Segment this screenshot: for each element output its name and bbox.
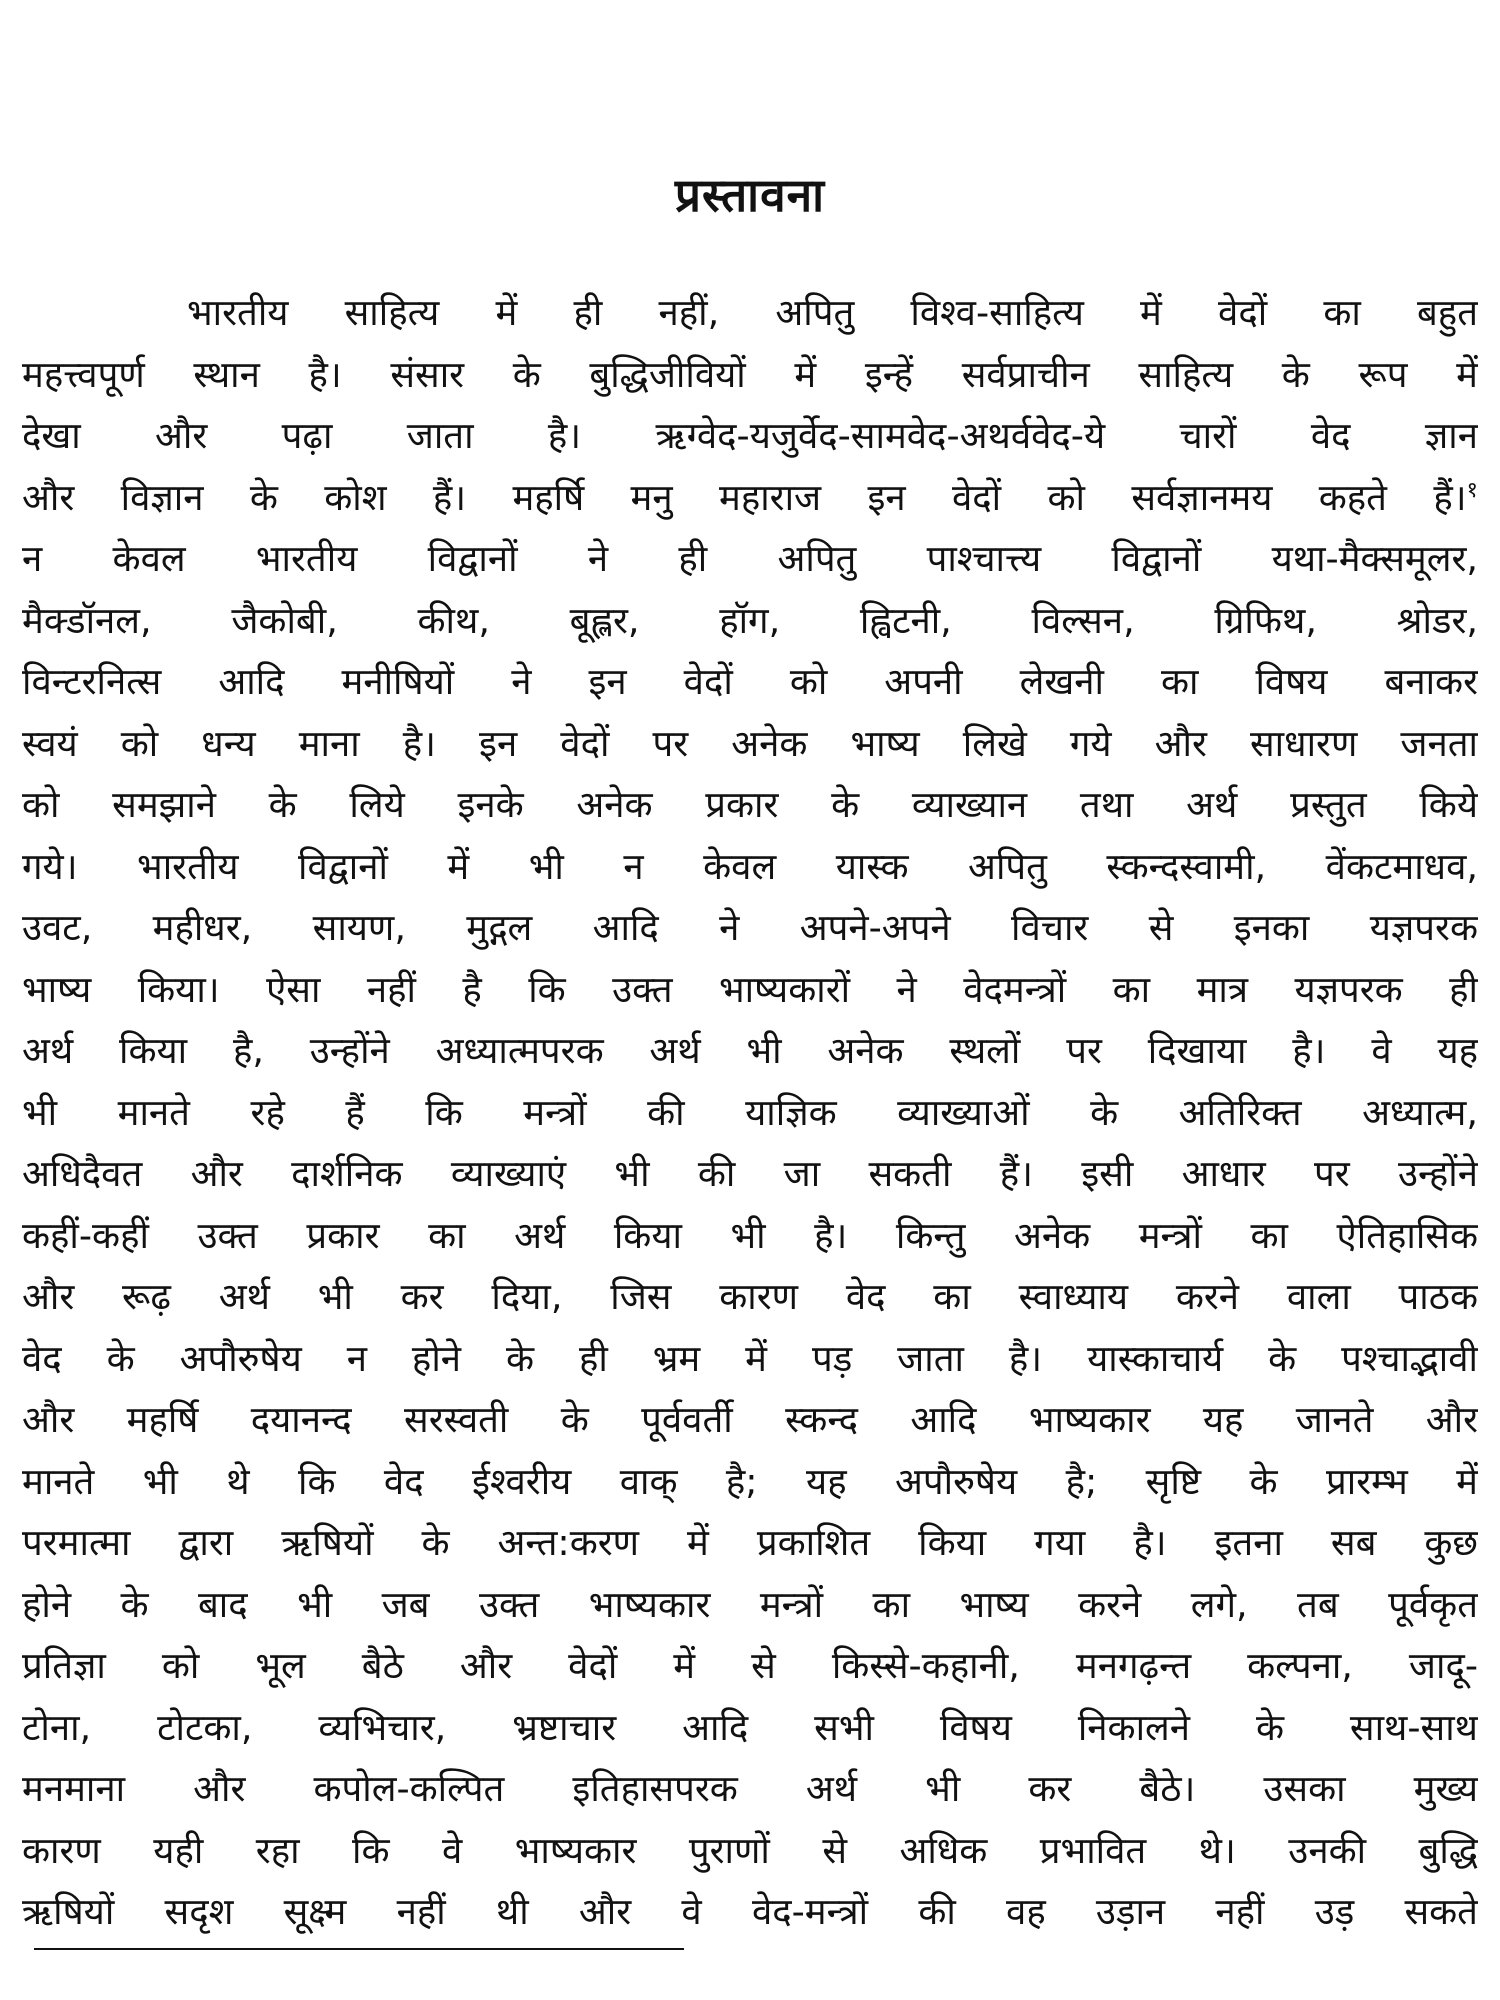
text-line: कारण यही रहा कि वे भाष्यकार पुराणों से अधिक प्रभावित थे। उनकी बुद्धि <box>22 1828 1478 1872</box>
text-line: परमात्मा द्वारा ऋषियों के अन्त:करण में प्रकाशित किया गया है। इतना सब कुछ <box>22 1521 1478 1564</box>
text-line: भी मानते रहे हैं कि मन्त्रों की याज्ञिक व्याख्याओं के अतिरिक्त अध्यात्म, <box>22 1090 1478 1134</box>
text-line: गये। भारतीय विद्वानों में भी न केवल यास्क अपितु स्कन्दस्वामी, वेंकटमाधव, <box>22 844 1478 888</box>
text-line: न केवल भारतीय विद्वानों ने ही अपितु पाश्चात्त्य विद्वानों यथा-मैक्समूलर, <box>22 537 1478 580</box>
text-line: मनमाना और कपोल-कल्पित इतिहासपरक अर्थ भी कर बैठे। उसका मुख्य <box>22 1767 1478 1810</box>
text-line-with-footnote <box>22 467 1478 529</box>
text-line: अधिदैवत और दार्शनिक व्याख्याएं भी की जा सकती हैं। इसी आधार पर उन्होंने <box>22 1152 1478 1195</box>
text-line: महत्त्वपूर्ण स्थान है। संसार के बुद्धिजीवियों में इन्हें सर्वप्राचीन साहित्य के रूप में <box>22 352 1478 396</box>
text-line: होने के बाद भी जब उक्त भाष्यकार मन्त्रों का भाष्य करने लगे, तब पूर्वकृत <box>22 1582 1478 1626</box>
text-line: कहीं-कहीं उक्त प्रकार का अर्थ किया भी है। किन्तु अनेक मन्त्रों का ऐतिहासिक <box>22 1213 1478 1257</box>
text-line: वेद के अपौरुषेय न होने के ही भ्रम में पड़ जाता है। यास्काचार्य के पश्चाद्भावी <box>22 1336 1478 1380</box>
text-line: प्रतिज्ञा को भूल बैठे और वेदों में से किस्से-कहानी, मनगढ़न्त कल्पना, जादू- <box>22 1644 1478 1687</box>
text-line: और रूढ़ अर्थ भी कर दिया, जिस कारण वेद का स्वाध्याय करने वाला पाठक <box>22 1275 1478 1318</box>
text-line-content: और विज्ञान के कोश हैं। महर्षि मनु महाराज इन वेदों को सर्वज्ञानमय कहते हैं। <box>22 475 1467 519</box>
text-line: अर्थ किया है, उन्होंने अध्यात्मपरक अर्थ भी अनेक स्थलों पर दिखाया है। वे यह <box>22 1029 1478 1072</box>
text-line: और महर्षि दयानन्द सरस्वती के पूर्ववर्ती स्कन्द आदि भाष्यकार यह जानते और <box>22 1398 1478 1441</box>
text-line: देखा और पढ़ा जाता है। ऋग्वेद-यजुर्वेद-सामवेद-अथर्ववेद-ये चारों वेद ज्ञान <box>22 414 1478 457</box>
text-line: उवट, महीधर, सायण, मुद्गल आदि ने अपने-अपने विचार से इनका यज्ञपरक <box>22 906 1478 949</box>
text-line: भारतीय साहित्य में ही नहीं, अपितु विश्व-साहित्य में वेदों का बहुत <box>187 291 1478 334</box>
page-title: प्रस्तावना <box>674 168 826 222</box>
footnote-marker: १ <box>1466 477 1478 503</box>
footnote-divider <box>34 1948 684 1950</box>
text-line: विन्टरनित्स आदि मनीषियों ने इन वेदों को अपनी लेखनी का विषय बनाकर <box>22 660 1478 703</box>
text-line: को समझाने के लिये इनके अनेक प्रकार के व्याख्यान तथा अर्थ प्रस्तुत किये <box>22 783 1478 826</box>
text-line: मैक्डॉनल, जैकोबी, कीथ, बूह्लर, हॉग, ह्विटनी, विल्सन, ग्रिफिथ, श्रोडर, <box>22 598 1478 642</box>
text-line: टोना, टोटका, व्यभिचार, भ्रष्टाचार आदि सभी विषय निकालने के साथ-साथ <box>22 1705 1478 1749</box>
text-line: भाष्य किया। ऐसा नहीं है कि उक्त भाष्यकारों ने वेदमन्त्रों का मात्र यज्ञपरक ही <box>22 967 1478 1011</box>
body-paragraph <box>22 282 1478 1943</box>
text-line: ऋषियों सदृश सूक्ष्म नहीं थी और वे वेद-मन्त्रों की वह उड़ान नहीं उड़ सकते <box>22 1890 1478 1933</box>
text-line: स्वयं को धन्य माना है। इन वेदों पर अनेक भाष्य लिखे गये और साधारण जनता <box>22 721 1478 765</box>
text-line: मानते भी थे कि वेद ईश्वरीय वाक् है; यह अपौरुषेय है; सृष्टि के प्रारम्भ में <box>22 1459 1478 1503</box>
